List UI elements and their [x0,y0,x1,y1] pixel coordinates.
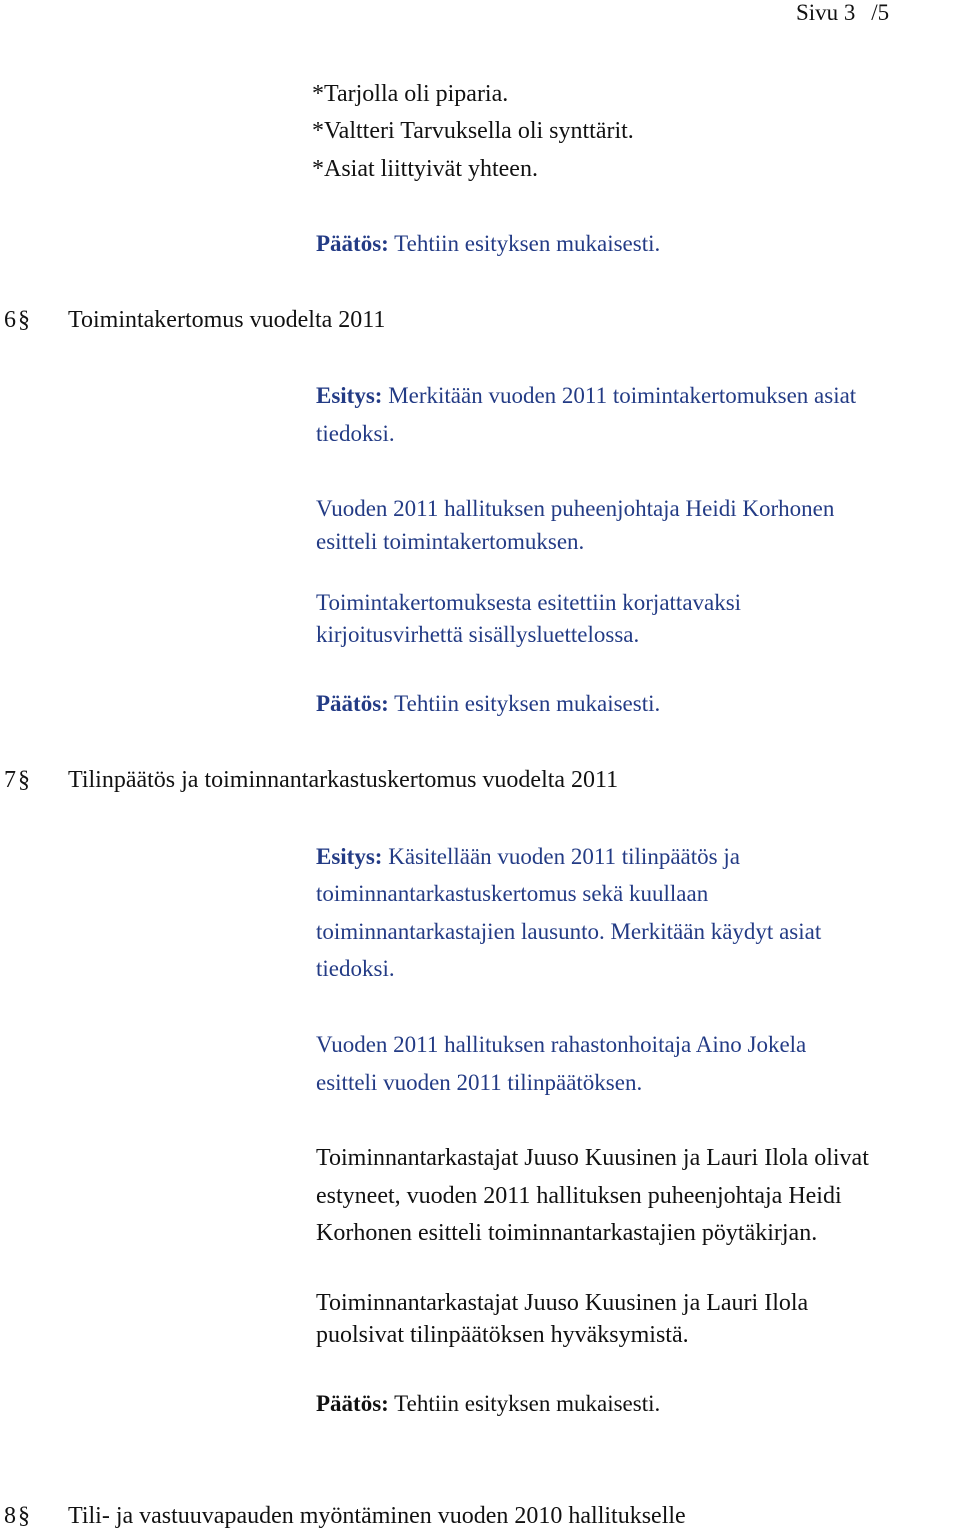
proposal-text: Käsitellään vuoden 2011 tilinpäätös ja [388,844,740,869]
note-line-1: *Tarjolla oli piparia. [312,81,509,107]
section-8-title: Tili- ja vastuuvapauden myöntäminen vuoden 2010 hallitukselle [68,1503,686,1529]
proposal-7-line-3: toiminnantarkastajien lausunto. Merkitään käydyt asiat [316,919,822,944]
proposal-6-line-2: tiedoksi. [316,421,395,446]
proposal-label: Esitys: [316,383,383,408]
s7-para2-line-2: estyneet, vuoden 2011 hallituksen puheenjohtaja Heidi [316,1183,842,1209]
s7-para2-line-1: Toiminnantarkastajat Juuso Kuusinen ja Lauri Ilola olivat [316,1145,869,1171]
decision-text: Tehtiin esityksen mukaisesti. [394,691,661,716]
section-sign: § [18,1503,30,1529]
decision-label: Päätös: [316,1391,389,1416]
s7-para3-line-2: puolsivat tilinpäätöksen hyväksymistä. [316,1322,689,1348]
decision-5 [316,232,660,255]
section-sign: § [18,307,30,333]
decision-6 [316,692,660,715]
section-6-number: 6 [4,307,16,333]
page-label: Sivu 3 [796,0,856,25]
proposal-7-line-2: toiminnantarkastuskertomus sekä kuullaan [316,881,709,906]
s7-para1-line-1: Vuoden 2011 hallituksen rahastonhoitaja Aino Jokela [316,1032,807,1057]
proposal-label: Esitys: [316,844,383,869]
section-6-title: Toimintakertomus vuodelta 2011 [68,307,386,333]
decision-text: Tehtiin esityksen mukaisesti. [394,231,661,256]
s7-para3-line-1: Toiminnantarkastajat Juuso Kuusinen ja Lauri Ilola [316,1290,809,1316]
decision-7 [316,1392,660,1415]
s7-para1-line-2: esitteli vuoden 2011 tilinpäätöksen. [316,1070,643,1095]
page-number [796,1,889,24]
section-7-number: 7 [4,767,16,793]
proposal-7-line-4: tiedoksi. [316,956,395,981]
decision-text: Tehtiin esityksen mukaisesti. [394,1391,661,1416]
decision-label: Päätös: [316,231,389,256]
s6-para2-line-1: Toimintakertomuksesta esitettiin korjattavaksi [316,590,742,615]
proposal-text: Merkitään vuoden 2011 toimintakertomuksen asiat [388,383,857,408]
page-total: /5 [871,0,890,25]
section-sign: § [18,767,30,793]
section-8-number: 8 [4,1503,16,1529]
proposal-7-line-1 [316,845,740,868]
note-line-3: *Asiat liittyivät yhteen. [312,156,538,182]
note-line-2: *Valtteri Tarvuksella oli synttärit. [312,118,634,144]
section-7-title: Tilinpäätös ja toiminnantarkastuskertomus vuodelta 2011 [68,767,619,793]
s6-para1-line-2: esitteli toimintakertomuksen. [316,529,585,554]
s6-para2-line-2: kirjoitusvirhettä sisällysluettelossa. [316,622,640,647]
decision-label: Päätös: [316,691,389,716]
s7-para2-line-3: Korhonen esitteli toiminnantarkastajien pöytäkirjan. [316,1220,818,1246]
proposal-6-line-1 [316,384,856,407]
s6-para1-line-1: Vuoden 2011 hallituksen puheenjohtaja Heidi Korhonen [316,496,835,521]
